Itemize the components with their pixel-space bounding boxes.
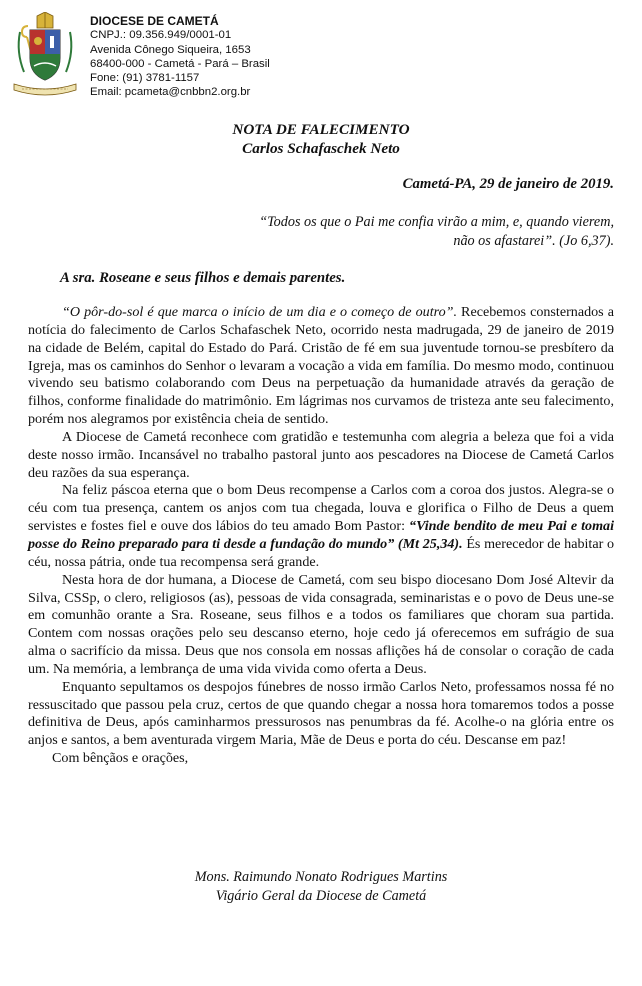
epigraph: “Todos os que o Pai me confia virão a mim, e, quando vierem, não os afastarei”. (Jo 6,37). (259, 214, 614, 249)
scripture-quote: “Vinde bendito de meu Pai e tomai posse do Reino preparado para ti desde a fundação do mundo” (Mt 25,34). (28, 518, 615, 552)
city-address: 68400-000 - Cametá - Pará – Brasil (90, 57, 270, 70)
opening-quote: “O pôr-do-sol é que marca o início de um dia e o começo de outro”. (62, 304, 457, 320)
document-subtitle: Carlos Schafaschek Neto (242, 140, 400, 157)
salutation: A sra. Roseane e seus filhos e demais parentes. (60, 270, 346, 286)
diocese-name: DIOCESE DE CAMETÁ (90, 14, 219, 28)
phone: Fone: (91) 3781-1157 (90, 72, 200, 85)
paragraph-3-end: És merecedor de habitar o céu, nossa pátria, onde tua recompensa será grande. (28, 535, 614, 570)
document-title: NOTA DE FALECIMENTO (232, 121, 410, 138)
signatory-role: Vigário Geral da Diocese de Cametá (215, 888, 427, 904)
diocese-coat-of-arms-icon (10, 12, 80, 98)
paragraph-2: A Diocese de Cametá reconhece com gratidão e testemunha com alegria a beleza que foi a vida deste nosso irmão. Incansável no trabalho pastoral junto aos pescadores na Diocese de Cametá Carlos deu razões da sua esperança. (28, 428, 614, 481)
paragraph-1-text: Recebemos consternados a notícia do falecimento de Carlos Schafaschek Neto, ocorrido nesta madrugada, 29 de janeiro de 2019 na cidade de Belém, capital do Estado do Pará. Cristão de fé em sua juventude tornou-se presbítero da Igreja, mas os caminhos do Senhor o levaram a vocação a vida em família. Do mesmo modo, continuou vivendo seu batismo colaborando com Deus na perpetuação da humanidade através da geração de filhos, conforme finalidade do matrimônio. Em lágrimas nos curvamos de tristeza ante seu falecimento, porém nos alegramos por existência cheia de sentido. (28, 304, 614, 428)
dateline: Cametá-PA, 29 de janeiro de 2019. (402, 176, 614, 192)
letter-body (28, 304, 614, 768)
cnpj: CNPJ.: 09.356.949/0001-01 (90, 29, 232, 42)
paragraph-3 (28, 482, 614, 571)
paragraph-4: Nesta hora de dor humana, a Diocese de Cametá, com seu bispo diocesano Dom José Altevir da Silva, CSSp, o clero, religiosos (as), pessoas de vida consagrada, seminaristas e o povo de Deus une-se em comunhão orante a Sra. Roseane, seus filhos e a todos os familiares que choram sua partida. Contem com nossas orações pelo seu descanso eterno, hoje cedo já oferecemos em sufrágio de sua alma o sacrifício da missa. Deus que nos consola em nossas aflições há de consolar o coração de cada um. Na memória, a lembrança de uma vida vivida como oferta a Deus. (28, 571, 614, 677)
letterhead (10, 12, 630, 104)
closing-line: Com bênçãos e orações, (52, 750, 189, 767)
signature-block (0, 868, 642, 906)
paragraph-1 (28, 304, 614, 429)
email: Email: pcameta@cnbbn2.org.br (90, 86, 251, 99)
signatory-name: Mons. Raimundo Nonato Rodrigues Martins (194, 869, 448, 885)
paragraph-3-text: Na feliz páscoa eterna que o bom Deus recompense a Carlos com a coroa dos justos. Alegra-se o céu com tua presença, cantem os anjos com tua chegada, louva e glorifica o Filho de Deus a quem servistes e fostes fiel e ouve dos lábios do teu amado Bom Pastor: (28, 482, 614, 535)
paragraph-5: Enquanto sepultamos os despojos fúnebres de nosso irmão Carlos Neto, professamos nossa fé no ressuscitado que passou pela cruz, certos de que quando chegar a nossa hora tomaremos todos a posse definitiva de Deus, após caminharmos pressurosos nas penumbras da fé. Acolhe-o na glória entre os anjos e santos, a bem aventurada virgem Maria, Mãe de Deus e porta do céu. Descanse em paz! (28, 678, 614, 749)
street-address: Avenida Cônego Siqueira, 1653 (90, 43, 251, 56)
